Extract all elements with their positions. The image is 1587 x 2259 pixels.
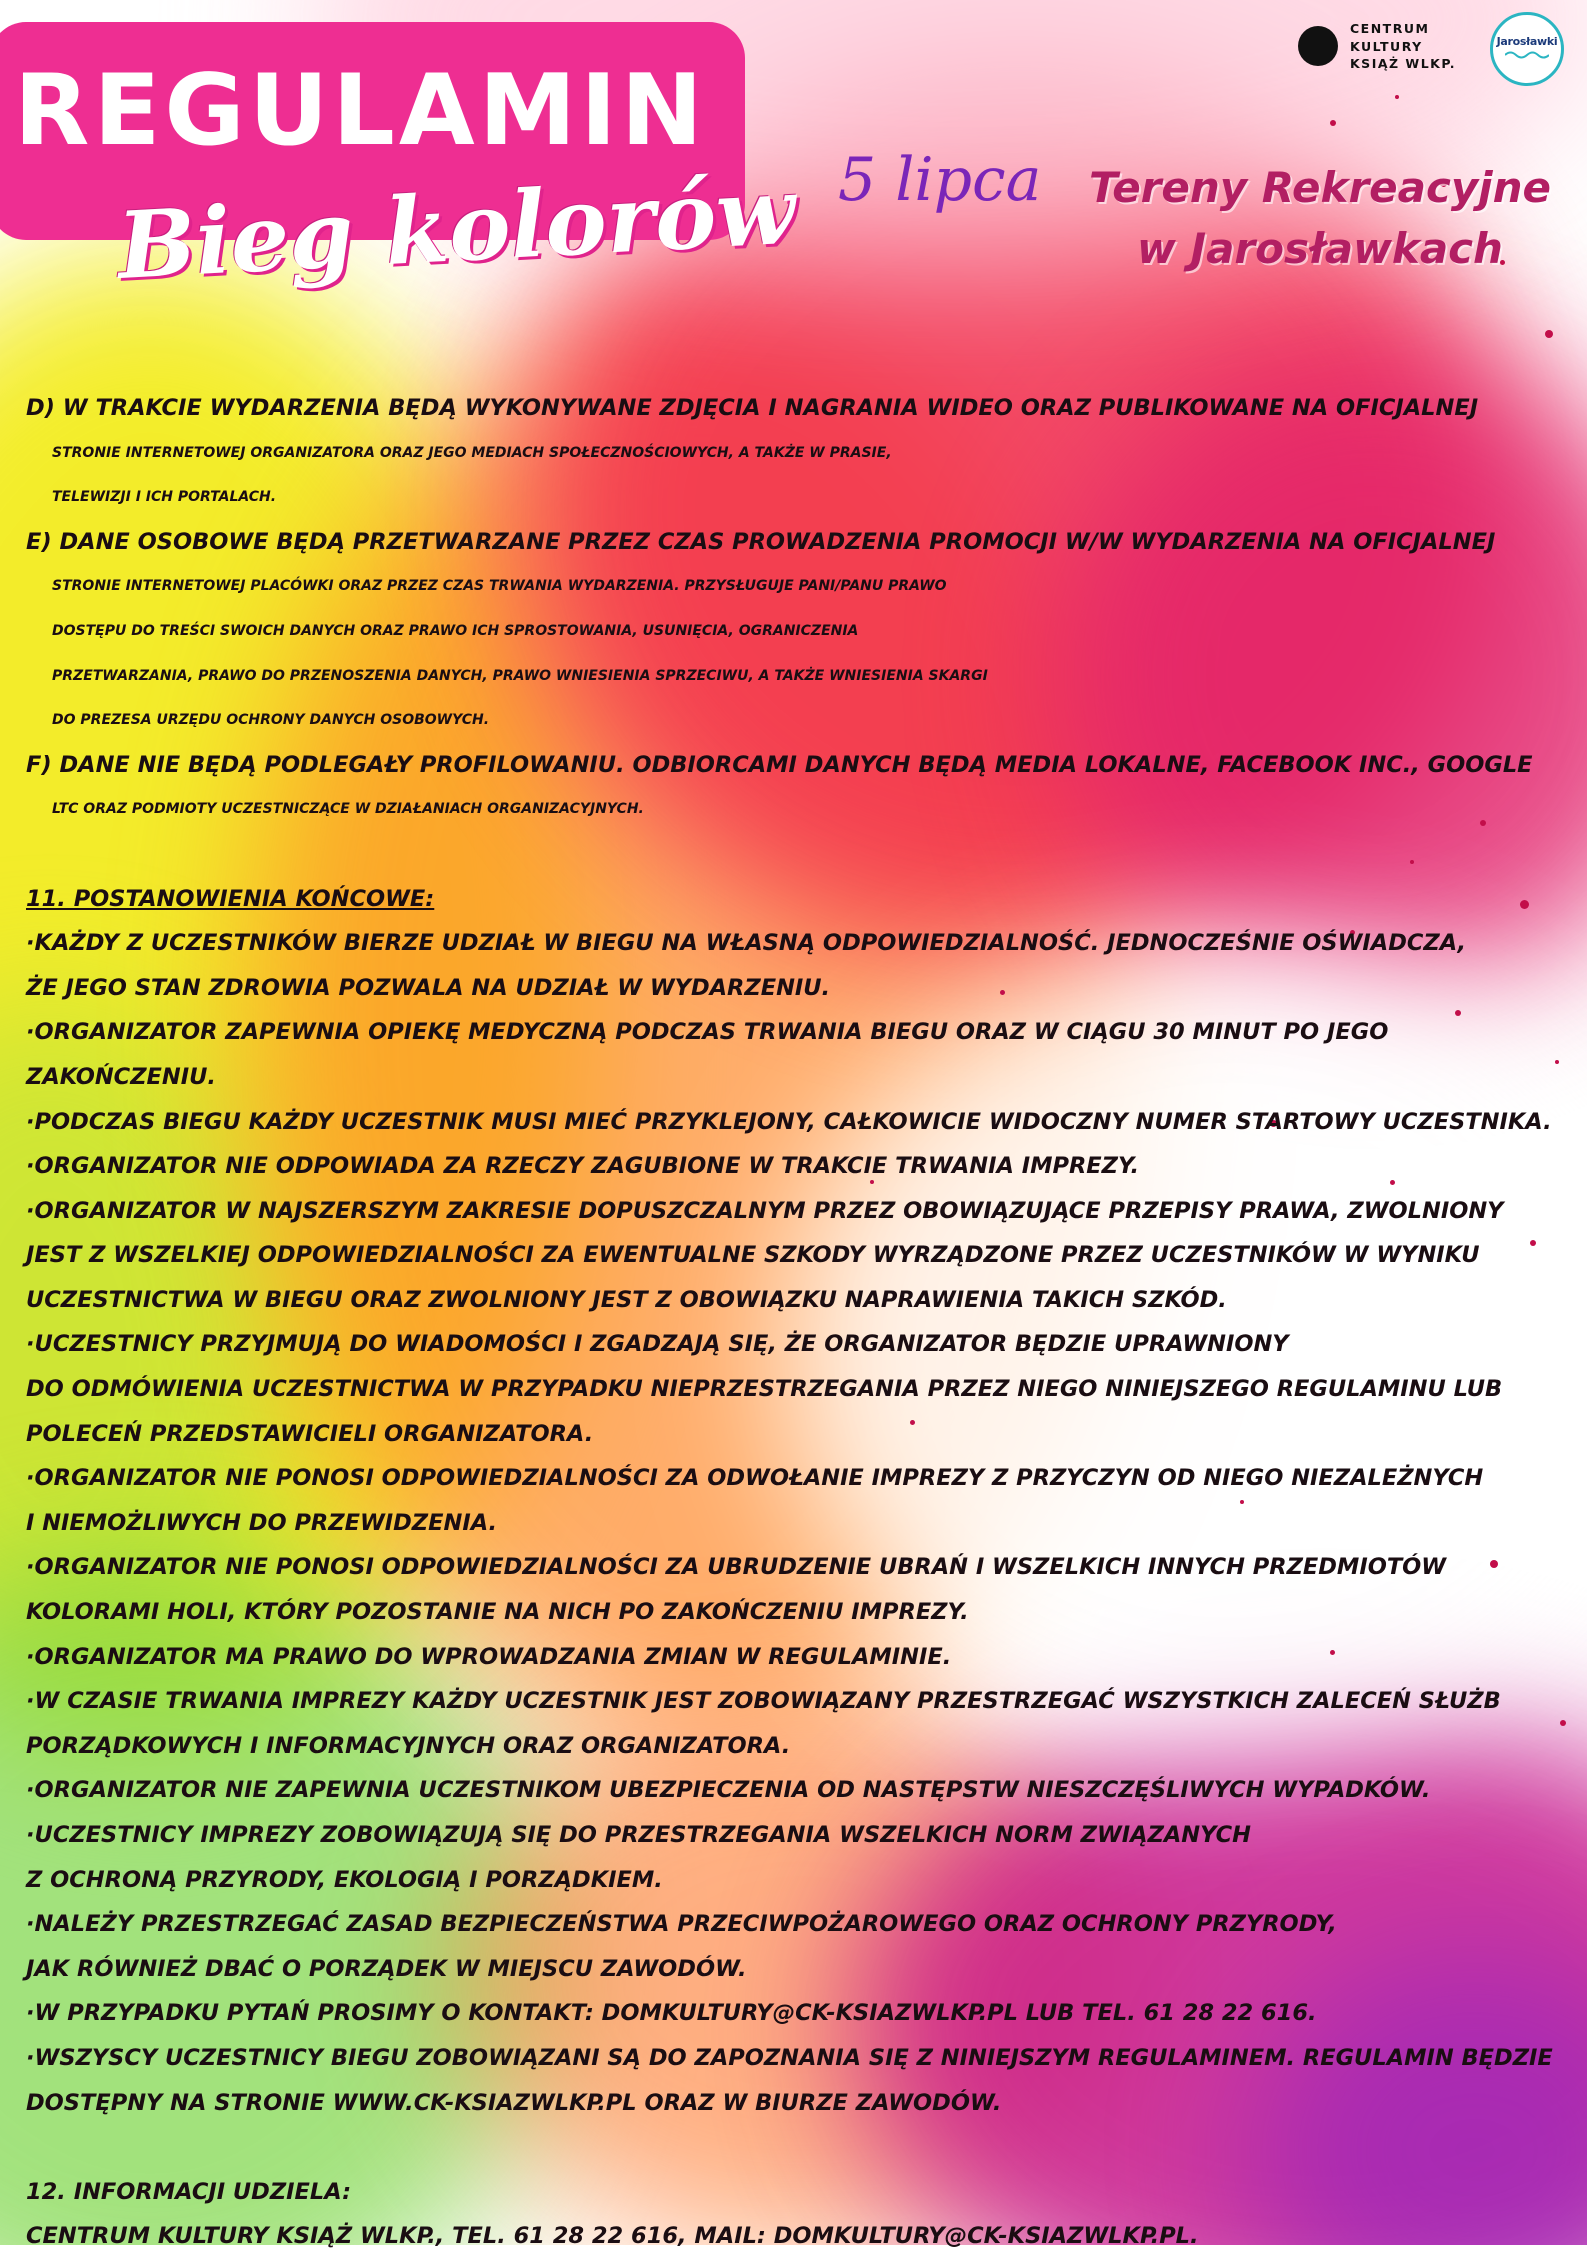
logo-circle-icon bbox=[1298, 26, 1338, 66]
text-line: ·W PRZYPADKU PYTAŃ PROSIMY O KONTAKT: DOMKULTURY@CK-KSIAZWLKP.PL LUB TEL. 61 28 22 616. bbox=[26, 2000, 1317, 2027]
text-line: ZAKOŃCZENIU. bbox=[26, 1063, 216, 1090]
section-11 bbox=[26, 877, 1571, 2126]
event-date: 5 lipca bbox=[838, 145, 1042, 215]
section-12 bbox=[26, 2170, 1571, 2259]
text-line: DOSTĘPNY NA STRONIE WWW.CK-KSIAZWLKP.PL ORAZ W BIURZE ZAWODÓW. bbox=[26, 2089, 1002, 2116]
text-line: DO PREZESA URZĘDU OCHRONY DANYCH OSOBOWYCH. bbox=[52, 712, 490, 729]
section-f bbox=[26, 743, 1571, 832]
text-line: ·KAŻDY Z UCZESTNIKÓW BIERZE UDZIAŁ W BIEGU NA WŁASNĄ ODPOWIEDZIALNOŚĆ. JEDNOCZEŚNIE OŚWIADCZA, bbox=[26, 930, 1467, 957]
text-line: JEST Z WSZELKIEJ ODPOWIEDZIALNOŚCI ZA EWENTUALNE SZKODY WYRZĄDZONE PRZEZ UCZESTNIKÓW W WYNIKU bbox=[26, 1242, 1480, 1269]
text-line: ·NALEŻY PRZESTRZEGAĆ ZASAD BEZPIECZEŃSTWA PRZECIWPOŻAROWEGO ORAZ OCHRONY PRZYRODY, bbox=[26, 1911, 1337, 1938]
text-line: ·PODCZAS BIEGU KAŻDY UCZESTNIK MUSI MIEĆ PRZYKLEJONY, CAŁKOWICIE WIDOCZNY NUMER STARTOWY UCZESTNIKA. bbox=[26, 1108, 1552, 1135]
page-title: REGULAMIN bbox=[14, 54, 707, 168]
text-line: ·WSZYSCY UCZESTNICY BIEGU ZOBOWIĄZANI SĄ DO ZAPOZNANIA SIĘ Z NINIEJSZYM REGULAMINEM. REGULAMIN BĘDZIE bbox=[26, 2044, 1553, 2071]
text-line: UCZESTNICTWA W BIEGU ORAZ ZWOLNIONY JEST Z OBOWIĄZKU NAPRAWIENIA TAKICH SZKÓD. bbox=[26, 1286, 1227, 1313]
text-line: ·ORGANIZATOR NIE ODPOWIADA ZA RZECZY ZAGUBIONE W TRAKCIE TRWANIA IMPREZY. bbox=[26, 1153, 1140, 1180]
text-line: ·ORGANIZATOR NIE PONOSI ODPOWIEDZIALNOŚCI ZA UBRUDZENIE UBRAŃ I WSZELKICH INNYCH PRZEDMIOTÓW bbox=[26, 1554, 1447, 1581]
text-line: PORZĄDKOWYCH I INFORMACYJNYCH ORAZ ORGANIZATORA. bbox=[26, 1732, 791, 1759]
contact-line: CENTRUM KULTURY KSIĄŻ WLKP., TEL. 61 28 22 616, MAIL: DOMKULTURY@CK-KSIAZWLKP.PL. bbox=[26, 2223, 1199, 2250]
jaroslawki-logo bbox=[1490, 12, 1564, 86]
wave-icon bbox=[1505, 50, 1549, 60]
text-line: E) DANE OSOBOWE BĘDĄ PRZETWARZANE PRZEZ CZAS PROWADZENIA PROMOCJI W/W WYDARZENIA NA OFICJALNEJ bbox=[26, 528, 1496, 555]
section-heading: 11. POSTANOWIENIA KOŃCOWE: bbox=[26, 885, 435, 912]
section-d bbox=[26, 386, 1571, 520]
text-line: STRONIE INTERNETOWEJ PLACÓWKI ORAZ PRZEZ CZAS TRWANIA WYDARZENIA. PRZYSŁUGUJE PANI/PANU PRAWO bbox=[52, 578, 947, 595]
text-line: LTC ORAZ PODMIOTY UCZESTNICZĄCE W DZIAŁANIACH ORGANIZACYJNYCH. bbox=[52, 801, 644, 818]
text-line: ŻE JEGO STAN ZDROWIA POZWALA NA UDZIAŁ W WYDARZENIU. bbox=[26, 974, 831, 1001]
text-line: F) DANE NIE BĘDĄ PODLEGAŁY PROFILOWANIU. ODBIORCAMI DANYCH BĘDĄ MEDIA LOKALNE, FACEBOOK INC., GOOGLE bbox=[26, 751, 1533, 778]
logo-text-line-2: KULTURY bbox=[1350, 38, 1423, 54]
text-line: ·W CZASIE TRWANIA IMPREZY KAŻDY UCZESTNIK JEST ZOBOWIĄZANY PRZESTRZEGAĆ WSZYSTKICH ZALECEŃ SŁUŻB bbox=[26, 1688, 1501, 1715]
centrum-kultury-logo bbox=[1298, 20, 1456, 73]
logo-text-line-3: KSIĄŻ WLKP. bbox=[1350, 56, 1456, 71]
text-line: D) W TRAKCIE WYDARZENIA BĘDĄ WYKONYWANE ZDJĘCIA I NAGRANIA WIDEO ORAZ PUBLIKOWANE NA OFICJALNEJ bbox=[26, 395, 1479, 421]
text-line: STRONIE INTERNETOWEJ ORGANIZATORA ORAZ JEGO MEDIACH SPOŁECZNOŚCIOWYCH, A TAKŻE W PRASIE, bbox=[52, 444, 892, 461]
jaroslawki-logo-text: Jarosławki bbox=[1496, 35, 1558, 48]
text-line: Z OCHRONĄ PRZYRODY, EKOLOGIĄ I PORZĄDKIEM. bbox=[26, 1866, 663, 1893]
venue-line-2: w Jarosławkach bbox=[1137, 223, 1503, 273]
event-venue bbox=[1070, 158, 1570, 280]
logo-text-line-1: CENTRUM bbox=[1350, 21, 1430, 36]
text-line: TELEWIZJI I ICH PORTALACH. bbox=[52, 489, 277, 506]
text-line: ·ORGANIZATOR NIE ZAPEWNIA UCZESTNIKOM UBEZPIECZENIA OD NASTĘPSTW NIESZCZĘŚLIWYCH WYPADKÓW. bbox=[26, 1777, 1431, 1804]
section-e bbox=[26, 520, 1571, 743]
regulations-text bbox=[26, 386, 1571, 2259]
event-subtitle: Bieg kolorów bbox=[115, 156, 798, 300]
text-line: ·UCZESTNICY PRZYJMUJĄ DO WIADOMOŚCI I ZGADZAJĄ SIĘ, ŻE ORGANIZATOR BĘDZIE UPRAWNIONY bbox=[26, 1331, 1289, 1358]
text-line: POLECEŃ PRZEDSTAWICIELI ORGANIZATORA. bbox=[26, 1420, 594, 1447]
text-line: ·ORGANIZATOR NIE PONOSI ODPOWIEDZIALNOŚCI ZA ODWOŁANIE IMPREZY Z PRZYCZYN OD NIEGO NIEZALEŻNYCH bbox=[26, 1465, 1484, 1492]
text-line: ·ORGANIZATOR MA PRAWO DO WPROWADZANIA ZMIAN W REGULAMINIE. bbox=[26, 1643, 952, 1670]
section-heading: 12. INFORMACJI UDZIELA: bbox=[26, 2178, 352, 2205]
text-line: I NIEMOŻLIWYCH DO PRZEWIDZENIA. bbox=[26, 1509, 498, 1536]
text-line: PRZETWARZANIA, PRAWO DO PRZENOSZENIA DANYCH, PRAWO WNIESIENIA SPRZECIWU, A TAKŻE WNIESIENIA SKARGI bbox=[52, 667, 988, 684]
text-line: ·ORGANIZATOR W NAJSZERSZYM ZAKRESIE DOPUSZCZALNYM PRZEZ OBOWIĄZUJĄCE PRZEPISY PRAWA, ZWOLNIONY bbox=[26, 1197, 1504, 1224]
venue-line-1: Tereny Rekreacyjne bbox=[1088, 163, 1552, 212]
text-line: KOLORAMI HOLI, KTÓRY POZOSTANIE NA NICH PO ZAKOŃCZENIU IMPREZY. bbox=[26, 1599, 969, 1626]
text-line: ·ORGANIZATOR ZAPEWNIA OPIEKĘ MEDYCZNĄ PODCZAS TRWANIA BIEGU ORAZ W CIĄGU 30 MINUT PO JEGO bbox=[26, 1019, 1389, 1046]
text-line: ·UCZESTNICY IMPREZY ZOBOWIĄZUJĄ SIĘ DO PRZESTRZEGANIA WSZELKICH NORM ZWIĄZANYCH bbox=[26, 1822, 1251, 1848]
text-line: DO ODMÓWIENIA UCZESTNICTWA W PRZYPADKU NIEPRZESTRZEGANIA PRZEZ NIEGO NINIEJSZEGO REGULAMINU LUB bbox=[26, 1376, 1503, 1403]
text-line: DOSTĘPU DO TREŚCI SWOICH DANYCH ORAZ PRAWO ICH SPROSTOWANIA, USUNIĘCIA, OGRANICZENIA bbox=[52, 622, 859, 639]
text-line: JAK RÓWNIEŻ DBAĆ O PORZĄDEK W MIEJSCU ZAWODÓW. bbox=[26, 1955, 747, 1982]
